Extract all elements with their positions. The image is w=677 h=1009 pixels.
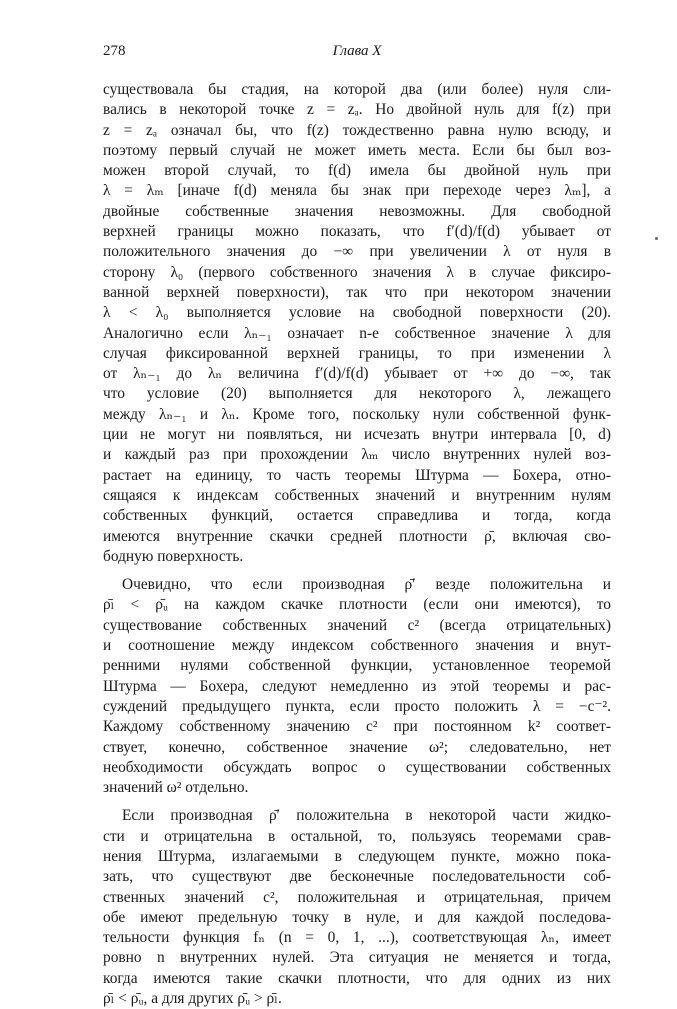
text-line: z = zₐ означал бы, что f(z) тождественно равна нулю всюду, и <box>103 121 611 139</box>
text-line: нения Штурма, излагаемыми в следующем пункте, можно пока- <box>103 847 611 865</box>
print-speck <box>655 237 658 240</box>
body-text <box>103 80 611 1009</box>
text-line: от λₙ₋₁ до λₙ величина f′(d)/f(d) убывает от +∞ до −∞, так <box>103 365 611 383</box>
text-line: случая фиксированной верхней границы, то при изменении λ <box>103 344 611 362</box>
text-line: сторону λ₀ (первого собственного значения λ в случае фиксиро- <box>103 263 611 281</box>
text-line: зать, что существуют две бесконечные последовательности соб- <box>103 868 611 886</box>
text-line: существовала бы стадия, на которой два (или более) нуля сли- <box>103 81 611 98</box>
text-line: ρ̄ₗ < ρ̄ᵤ, а для других ρ̄ᵤ > ρ̄ₗ. <box>103 990 282 1008</box>
page-number: 278 <box>103 43 126 59</box>
text-line: бодную поверхность. <box>103 547 244 565</box>
text-line: тельности функция fₙ (n = 0, 1, ...), соответствующая λₙ, имеет <box>103 929 611 947</box>
text-line: значений ω² отдельно. <box>103 779 249 797</box>
text-line: ции не могут ни появляться, ни исчезать внутри интервала [0, d) <box>103 426 611 444</box>
page-header <box>103 43 611 65</box>
text-line: что условие (20) выполняется для некоторого λ, лежащего <box>103 385 611 403</box>
paragraph <box>103 575 611 798</box>
running-head: Глава X <box>332 43 382 59</box>
text-line: вались в некоторой точке z = zₐ. Но двойной нуль для f(z) при <box>103 101 611 119</box>
text-line: обе имеют предельную точку в нуле, и для каждой последова- <box>103 908 611 926</box>
text-line: суждений предыдущего пункта, если просто положить λ = −c⁻². <box>103 697 611 715</box>
paragraph <box>103 80 611 567</box>
text-line: ренними нулями собственной функции, установленное теоремой <box>103 657 611 675</box>
text-line: собственных функций, остается справедлива и тогда, когда <box>103 507 611 525</box>
text-line: ρ̄ₗ < ρ̄ᵤ на каждом скачке плотности (если они имеются), то <box>103 596 611 614</box>
text-line: сти и отрицательна в остальной, то, пользуясь теоремами срав- <box>103 827 611 845</box>
text-line: Аналогично если λₙ₋₁ означает n-е собственное значение λ для <box>103 324 611 342</box>
text-line: растает на единицу, то часть теоремы Штурма — Бохера, отно- <box>103 466 611 484</box>
text-line: имеются внутренние скачки средней плотности ρ̄, включая сво- <box>103 527 611 545</box>
text-line: и каждый раз при прохождении λₘ число внутренних нулей воз- <box>103 446 611 464</box>
text-line: поэтому первый случай не может иметь места. Если бы был воз- <box>103 141 611 159</box>
text-line: ственных значений c², положительная и отрицательная, причем <box>103 888 611 906</box>
text-line: можен второй случай, то f(d) имела бы двойной нуль при <box>103 162 611 180</box>
paragraph-gap <box>103 798 611 806</box>
text-line: λ = λₘ [иначе f(d) меняла бы знак при переходе через λₘ], а <box>103 182 611 200</box>
text-line: Очевидно, что если производная ρ̄′ везде положительна и <box>122 576 611 594</box>
text-line: двойные собственные значения невозможны. Для свободной <box>103 202 611 220</box>
text-line: Каждому собственному значению c² при постоянном k² соответ- <box>103 718 611 736</box>
text-line: и соотношение между индексом собственного значения и внут- <box>103 637 611 655</box>
text-line: ванной верхней поверхности), так что при некотором значении <box>103 283 611 301</box>
text-line: Штурма — Бохера, следуют немедленно из этой теоремы и рас- <box>103 677 611 695</box>
text-line: существование собственных значений c² (всегда отрицательных) <box>103 616 611 634</box>
text-line: сящаяся к индексам собственных значений и внутренним нулям <box>103 486 611 504</box>
text-line: ровно n внутренних нулей. Эта ситуация не меняется и тогда, <box>103 949 611 967</box>
paragraph <box>103 806 611 1009</box>
text-line: ствует, конечно, собственное значение ω²; следовательно, нет <box>103 738 611 756</box>
paragraph-gap <box>103 567 611 575</box>
text-line: необходимости обсуждать вопрос о существовании собственных <box>103 758 611 776</box>
text-line: между λₙ₋₁ и λₙ. Кроме того, поскольку нули собственной функ- <box>103 405 611 423</box>
text-line: когда имеются такие скачки плотности, что для одних из них <box>103 969 611 987</box>
text-line: положительного значения до −∞ при увеличении λ от нуля в <box>103 243 611 261</box>
text-line: Если производная ρ̄′ положительна в некоторой части жидко- <box>122 807 611 825</box>
text-line: верхней границы можно показать, что f′(d)/f(d) убывает от <box>103 223 611 241</box>
text-line: λ < λ₀ выполняется условие на свободной поверхности (20). <box>103 304 611 322</box>
